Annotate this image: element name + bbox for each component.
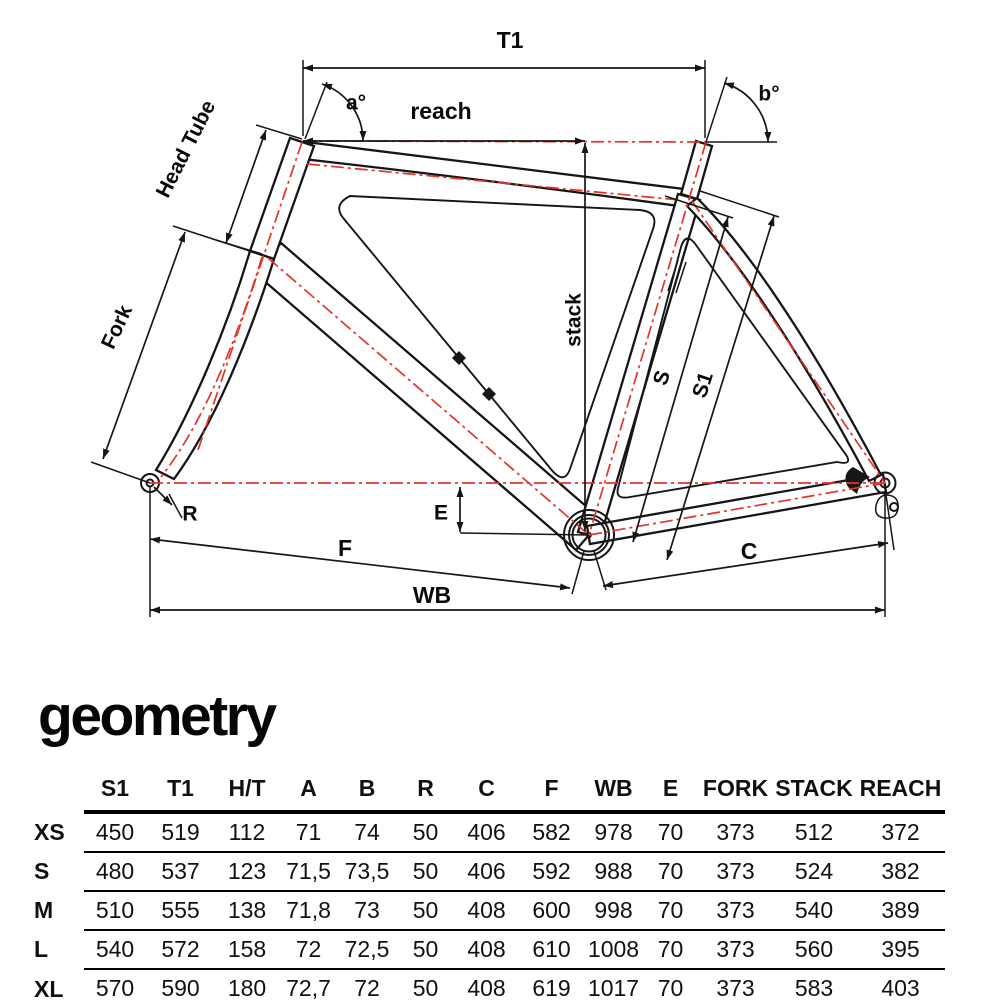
t1-label: T1 <box>496 27 524 53</box>
cell-l-b: 72,5 <box>338 930 396 969</box>
cell-m-f: 600 <box>518 891 585 930</box>
cell-s-e: 70 <box>642 852 699 891</box>
f-dim <box>150 539 570 588</box>
table-header <box>28 766 945 812</box>
b-angle-label: b° <box>758 82 780 106</box>
c-ext <box>885 488 894 550</box>
cell-xs-a: 71 <box>295 819 322 845</box>
fork-ext <box>173 226 262 255</box>
frame-outline <box>156 138 886 550</box>
row-label: S <box>34 858 50 884</box>
cell-m-e: 70 <box>642 891 699 930</box>
geometry-table-wrap <box>28 766 945 1000</box>
column-header-stack: STACK <box>772 766 856 812</box>
cell-s-h-t: 123 <box>215 852 279 891</box>
cell-xl-e: 70 <box>642 969 699 1000</box>
column-header-r: R <box>396 766 455 812</box>
row-label: XS <box>34 818 65 845</box>
column-header-t1: T1 <box>146 766 215 812</box>
b-angle-arm <box>706 77 727 142</box>
cell-s-wb: 988 <box>585 852 642 891</box>
cell-xs-t1: 519 <box>161 819 200 845</box>
cell-s-s1: 480 <box>84 852 146 891</box>
f-label: F <box>337 535 353 561</box>
table-row-l <box>28 930 945 969</box>
cell-xs-stack: 512 <box>794 819 834 845</box>
cell-xl-h-t: 180 <box>215 969 279 1000</box>
cell-s-r: 50 <box>396 852 455 891</box>
stack-label: stack <box>562 293 586 347</box>
cell-m-r: 50 <box>396 891 455 930</box>
cell-xs-s1: 450 <box>95 819 135 845</box>
column-header-h-t: H/T <box>215 766 279 812</box>
geometry-table <box>28 766 945 1000</box>
cell-s-b: 73,5 <box>338 852 396 891</box>
cell-xl-f: 619 <box>518 969 585 1000</box>
table-row-xs <box>28 812 945 852</box>
cell-l-e: 70 <box>642 930 699 969</box>
corner-cell <box>28 766 84 812</box>
cell-xs-reach: 372 <box>881 819 920 845</box>
cell-xl-fork: 373 <box>699 969 772 1000</box>
row-label: M <box>34 897 54 923</box>
cell-m-c: 408 <box>455 891 518 930</box>
cell-m-a: 71,8 <box>279 891 338 930</box>
cell-m-h-t: 138 <box>215 891 279 930</box>
row-label: L <box>34 936 49 962</box>
r-label: R <box>182 502 198 526</box>
cell-l-h-t: 158 <box>215 930 279 969</box>
cell-xs-r: 50 <box>412 819 439 845</box>
head-tube <box>250 138 314 259</box>
cell-xl-s1: 570 <box>84 969 146 1000</box>
cell-l-stack: 560 <box>772 930 856 969</box>
wb-label: WB <box>412 582 452 608</box>
cell-l-a: 72 <box>279 930 338 969</box>
cell-xl-c: 408 <box>455 969 518 1000</box>
s-label: S <box>648 367 676 389</box>
cell-l-f: 610 <box>518 930 585 969</box>
cell-l-c: 408 <box>455 930 518 969</box>
column-header-fork: FORK <box>699 766 772 812</box>
cell-l-t1: 572 <box>146 930 215 969</box>
cell-xs-f: 582 <box>532 819 571 845</box>
e-label: E <box>433 501 449 525</box>
cell-xs-c: 406 <box>467 819 506 845</box>
cell-l-fork: 373 <box>699 930 772 969</box>
cell-s-reach: 382 <box>856 852 945 891</box>
cell-s-fork: 373 <box>699 852 772 891</box>
s1-label: S1 <box>688 369 718 401</box>
cell-xl-r: 50 <box>396 969 455 1000</box>
cell-l-wb: 1008 <box>585 930 642 969</box>
cell-xs-e: 70 <box>657 819 684 845</box>
column-header-e: E <box>642 766 699 812</box>
table-row-xl <box>28 969 945 1000</box>
table-body <box>28 812 945 1000</box>
cell-xl-a: 72,7 <box>279 969 338 1000</box>
cell-m-s1: 510 <box>84 891 146 930</box>
a-angle-arm <box>305 82 327 139</box>
dimensions <box>91 60 894 617</box>
cell-xs-fork: 373 <box>716 819 755 845</box>
a-angle-label: a° <box>345 91 367 115</box>
cell-xs-b: 74 <box>354 819 380 845</box>
column-header-b: B <box>338 766 396 812</box>
fork-blade <box>156 251 274 479</box>
cell-s-stack: 524 <box>772 852 856 891</box>
cell-m-fork: 373 <box>699 891 772 930</box>
seat-stays <box>687 198 881 481</box>
cell-m-t1: 555 <box>146 891 215 930</box>
cell-xl-t1: 590 <box>146 969 215 1000</box>
cell-m-wb: 998 <box>585 891 642 930</box>
column-header-reach: REACH <box>856 766 945 812</box>
cell-m-stack: 540 <box>772 891 856 930</box>
column-header-f: F <box>518 766 585 812</box>
column-header-a: A <box>279 766 338 812</box>
cell-xl-stack: 583 <box>772 969 856 1000</box>
cell-l-s1: 540 <box>84 930 146 969</box>
c-label: C <box>740 538 758 564</box>
cell-m-reach: 389 <box>856 891 945 930</box>
column-header-c: C <box>455 766 518 812</box>
table-row-m <box>28 891 945 930</box>
reach-label: reach <box>410 98 472 124</box>
row-label: XL <box>34 975 64 1000</box>
seat-post <box>681 141 712 199</box>
head-tube-label: Head Tube <box>151 96 221 202</box>
cell-s-a: 71,5 <box>279 852 338 891</box>
cell-m-b: 73 <box>338 891 396 930</box>
fork-label: Fork <box>96 301 138 353</box>
cell-s-c: 406 <box>455 852 518 891</box>
table-row-s <box>28 852 945 891</box>
cell-l-reach: 395 <box>856 930 945 969</box>
derailleur-hanger-hole <box>890 503 898 511</box>
fork-ext <box>91 462 150 483</box>
r-tick <box>169 494 182 518</box>
cell-s-t1: 537 <box>146 852 215 891</box>
cell-l-r: 50 <box>396 930 455 969</box>
column-header-s1: S1 <box>84 766 146 812</box>
cell-xs-wb: 978 <box>594 819 633 845</box>
cell-s-f: 592 <box>518 852 585 891</box>
cell-xl-reach: 403 <box>856 969 945 1000</box>
cell-xs-h-t: 112 <box>228 819 266 845</box>
cell-xl-b: 72 <box>338 969 396 1000</box>
cell-xl-wb: 1017 <box>585 969 642 1000</box>
page-title: geometry <box>38 684 275 748</box>
column-header-wb: WB <box>585 766 642 812</box>
